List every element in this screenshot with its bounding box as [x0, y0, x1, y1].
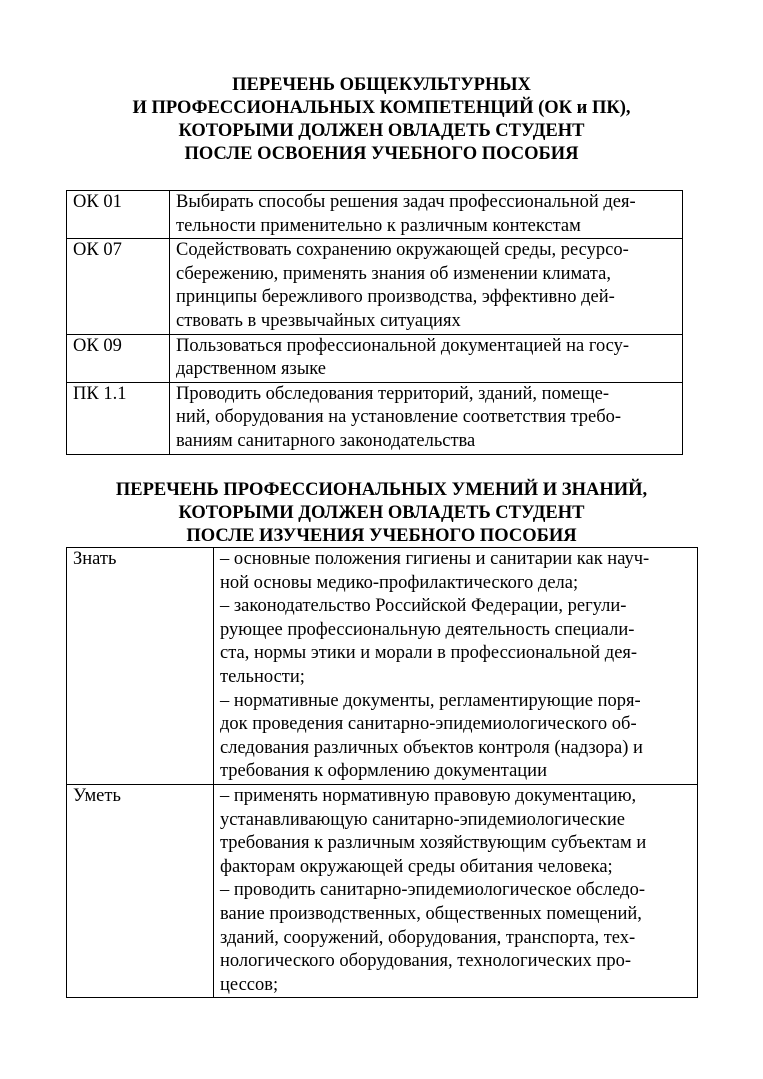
- competencies-table: [66, 190, 683, 455]
- title-line: ПЕРЕЧЕНЬ ПРОФЕССИОНАЛЬНЫХ УМЕНИЙ И ЗНАНИЙ,: [115, 480, 648, 500]
- skills-knowledge-title: [0, 479, 763, 548]
- text-line: – законодательство Российской Федерации, регули-: [220, 596, 627, 617]
- text-line: дарственном языке: [176, 359, 327, 380]
- title-line: ПЕРЕЧЕНЬ ОБЩЕКУЛЬТУРНЫХ: [232, 75, 531, 95]
- text-line: – нормативные документы, регламентирующие поря-: [220, 690, 641, 711]
- skills-knowledge-table: [66, 547, 698, 998]
- competency-description: [170, 382, 683, 454]
- text-line: вание производственных, общественных помещений,: [220, 903, 642, 924]
- text-line: ствовать в чрезвычайных ситуациях: [176, 310, 461, 331]
- text-line: следования различных объектов контроля (надзора) и: [220, 737, 643, 758]
- table-row: [67, 548, 698, 785]
- text-line: тельности применительно к различным контекстам: [176, 215, 581, 236]
- text-line: зданий, сооружений, оборудования, транспорта, тех-: [220, 927, 636, 948]
- competency-code: ОК 07: [67, 239, 170, 334]
- text-line: ста, нормы этики и морали в профессиональной дея-: [220, 643, 638, 664]
- competency-code: ОК 09: [67, 334, 170, 382]
- competency-description: [170, 191, 683, 239]
- text-line: Пользоваться профессиональной документацией на госу-: [176, 335, 630, 356]
- competency-code: ОК 01: [67, 191, 170, 239]
- row-content: [214, 784, 698, 997]
- table-row: [67, 784, 698, 997]
- row-content: [214, 548, 698, 785]
- text-line: Выбирать способы решения задач профессиональной дея-: [176, 192, 636, 212]
- text-line: принципы бережливого производства, эффективно дей-: [176, 287, 615, 308]
- text-line: сбережению, применять знания об изменении климата,: [176, 263, 611, 284]
- text-line: ваниям санитарного законодательства: [176, 430, 476, 451]
- title-line: ПОСЛЕ ОСВОЕНИЯ УЧЕБНОГО ПОСОБИЯ: [184, 144, 579, 164]
- text-line: – основные положения гигиены и санитарии как науч-: [220, 549, 650, 569]
- text-line: факторам окружающей среды обитания человека;: [220, 856, 613, 877]
- competency-description: [170, 239, 683, 334]
- table-row: [67, 239, 683, 334]
- text-line: рующее профессиональную деятельность специали-: [220, 619, 635, 640]
- text-line: Проводить обследования территорий, зданий, помеще-: [176, 383, 609, 404]
- text-line: док проведения санитарно-эпидемиологического об-: [220, 714, 637, 735]
- text-line: тельности;: [220, 666, 305, 687]
- competencies-title: [0, 74, 763, 166]
- title-line: ПОСЛЕ ИЗУЧЕНИЯ УЧЕБНОГО ПОСОБИЯ: [186, 526, 577, 546]
- table-row: [67, 334, 683, 382]
- title-line: КОТОРЫМИ ДОЛЖЕН ОВЛАДЕТЬ СТУДЕНТ: [178, 121, 585, 141]
- title-line: КОТОРЫМИ ДОЛЖЕН ОВЛАДЕТЬ СТУДЕНТ: [178, 503, 585, 523]
- text-line: ний, оборудования на установление соответствия требо-: [176, 407, 622, 428]
- title-line: И ПРОФЕССИОНАЛЬНЫХ КОМПЕТЕНЦИЙ (ОК и ПК),: [132, 98, 631, 118]
- text-line: ной основы медико-профилактического дела;: [220, 572, 579, 593]
- text-line: требования к оформлению документации: [220, 761, 547, 782]
- text-line: цессов;: [220, 974, 279, 995]
- competency-code: ПК 1.1: [67, 382, 170, 454]
- table-row: [67, 382, 683, 454]
- text-line: устанавливающую санитарно-эпидемиологические: [220, 809, 625, 830]
- row-label: Знать: [67, 548, 214, 785]
- competency-description: [170, 334, 683, 382]
- text-line: требования к различным хозяйствующим субъектам и: [220, 833, 647, 854]
- text-line: – применять нормативную правовую документацию,: [220, 785, 637, 806]
- row-label: Уметь: [67, 784, 214, 997]
- table-row: [67, 191, 683, 239]
- text-line: Содействовать сохранению окружающей среды, ресурсо-: [176, 240, 629, 261]
- text-line: нологического оборудования, технологических про-: [220, 951, 631, 972]
- text-line: – проводить санитарно-эпидемиологическое обследо-: [220, 880, 645, 901]
